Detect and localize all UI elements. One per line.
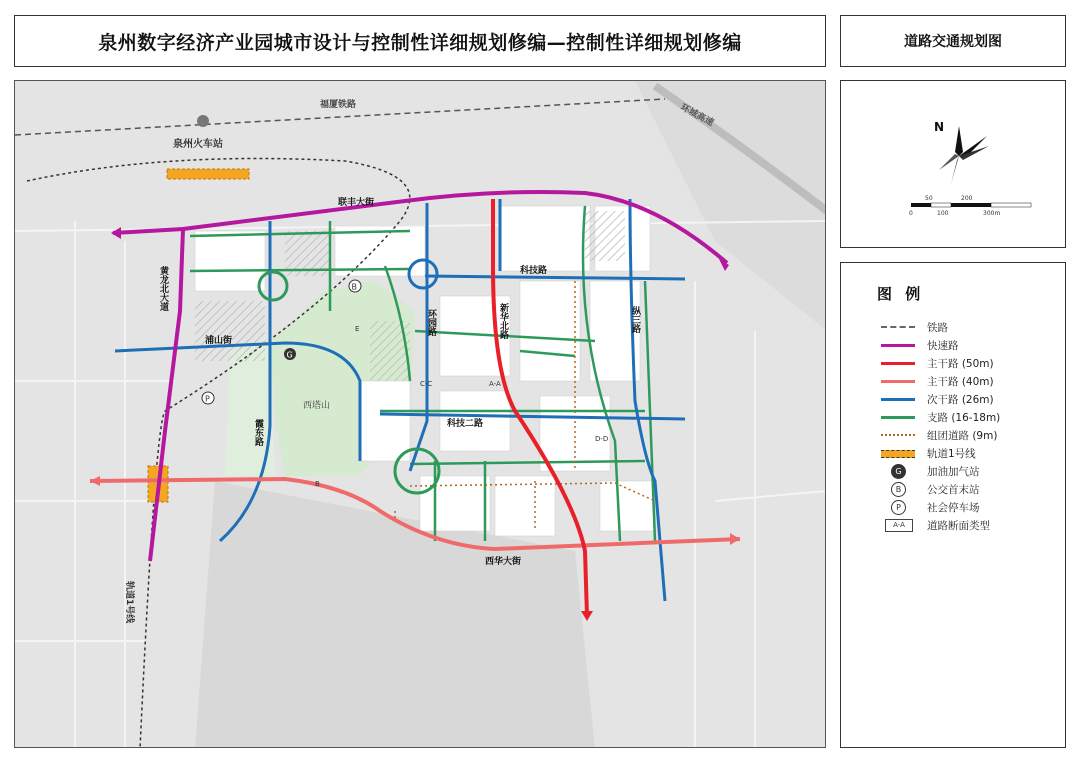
compass <box>841 81 1065 247</box>
svg-text:300m: 300m <box>983 210 1001 217</box>
legend-item-arterial-50: 主干路 (50m) <box>881 355 1061 371</box>
scale-bar <box>909 195 1031 217</box>
xihua-label: 西华大街 <box>485 557 522 567</box>
legend-item-metro: 轨道1号线 <box>881 445 1061 461</box>
legend-item-arterial-40: 主干路 (40m) <box>881 373 1061 389</box>
legend-item-secondary: 次干路 (26m) <box>881 391 1061 407</box>
section-box-symbol-icon: A-A <box>881 518 915 532</box>
pushan-label: 浦山街 <box>205 336 233 346</box>
xiadong-label: 霞东路 <box>253 419 263 446</box>
ring-expressway-label: 环城高速 <box>678 102 716 129</box>
station-icon <box>197 115 209 127</box>
section-tag-c: C-C <box>420 380 433 388</box>
parking-icon <box>202 392 214 404</box>
huanyuan-label: 环园路 <box>426 309 436 336</box>
legend-item-railway: 铁路 <box>881 319 1061 335</box>
svg-text:200: 200 <box>961 195 973 202</box>
parking-symbol-icon: P <box>881 500 915 514</box>
section-tag-e: E <box>355 325 360 333</box>
railway-label: 福厦铁路 <box>320 100 357 110</box>
keji2-label: 科技二路 <box>447 419 484 429</box>
secondary-symbol-icon <box>881 392 915 406</box>
cluster-symbol-icon <box>881 428 915 442</box>
zongsan-label: 纵三路 <box>630 306 640 333</box>
title-box <box>14 15 826 67</box>
bus-terminal-icon <box>349 280 361 292</box>
legend-panel <box>840 262 1066 748</box>
section-tag-d: D-D <box>595 435 609 443</box>
legend-item-bus: B 公交首末站 <box>881 481 1061 497</box>
svg-text:G: G <box>286 350 293 360</box>
svg-text:0: 0 <box>909 210 913 217</box>
section-tag-b: B <box>315 480 320 488</box>
svg-text:50: 50 <box>925 195 933 202</box>
legend-item-gas: G 加油加气站 <box>881 463 1061 479</box>
railway-symbol-icon <box>881 320 915 334</box>
metro-symbol-icon <box>881 446 915 460</box>
arterial-40-symbol-icon <box>881 374 915 388</box>
section-tag-a: A-A <box>489 380 501 388</box>
svg-text:B: B <box>351 282 357 292</box>
gas-station-icon <box>284 348 296 360</box>
road-map <box>15 81 826 748</box>
metro-line-label: 轨道1号线 <box>124 581 134 624</box>
gas-station-symbol-icon: G <box>881 464 915 478</box>
metro-station-north <box>167 169 249 179</box>
keji-label: 科技路 <box>520 266 548 276</box>
legend-item-cluster: 组团道路 (9m) <box>881 427 1061 443</box>
north-label: N <box>934 120 945 134</box>
legend-item-parking: P 社会停车场 <box>881 499 1061 515</box>
xitashan-label: 西塔山 <box>303 401 331 411</box>
arterial-50-symbol-icon <box>881 356 915 370</box>
north-arrow-panel <box>840 80 1066 248</box>
svg-text:P: P <box>205 394 210 404</box>
legend-item-branch: 支路 (16-18m) <box>881 409 1061 425</box>
map-panel <box>14 80 826 748</box>
compass-rose-icon <box>939 126 989 184</box>
lianfeng-label: 联丰大街 <box>338 198 375 208</box>
station-label: 泉州火车站 <box>173 139 223 150</box>
branch-symbol-icon <box>881 410 915 424</box>
map-subtitle: 道路交通规划图 <box>904 34 1002 50</box>
legend-title: 图 例 <box>877 285 925 303</box>
legend-item-section: A-A 道路断面类型 <box>881 517 1061 533</box>
svg-text:100: 100 <box>937 210 949 217</box>
subtitle-box <box>840 15 1066 67</box>
expressway-symbol-icon <box>881 338 915 352</box>
xinhua-label: 新华北路 <box>498 303 508 339</box>
legend-item-expressway: 快速路 <box>881 337 1061 353</box>
page-title: 泉州数字经济产业园城市设计与控制性详细规划修编—控制性详细规划修编 <box>98 31 742 54</box>
huanglong-label: 黄龙北大道 <box>158 266 168 311</box>
bus-terminal-symbol-icon: B <box>881 482 915 496</box>
